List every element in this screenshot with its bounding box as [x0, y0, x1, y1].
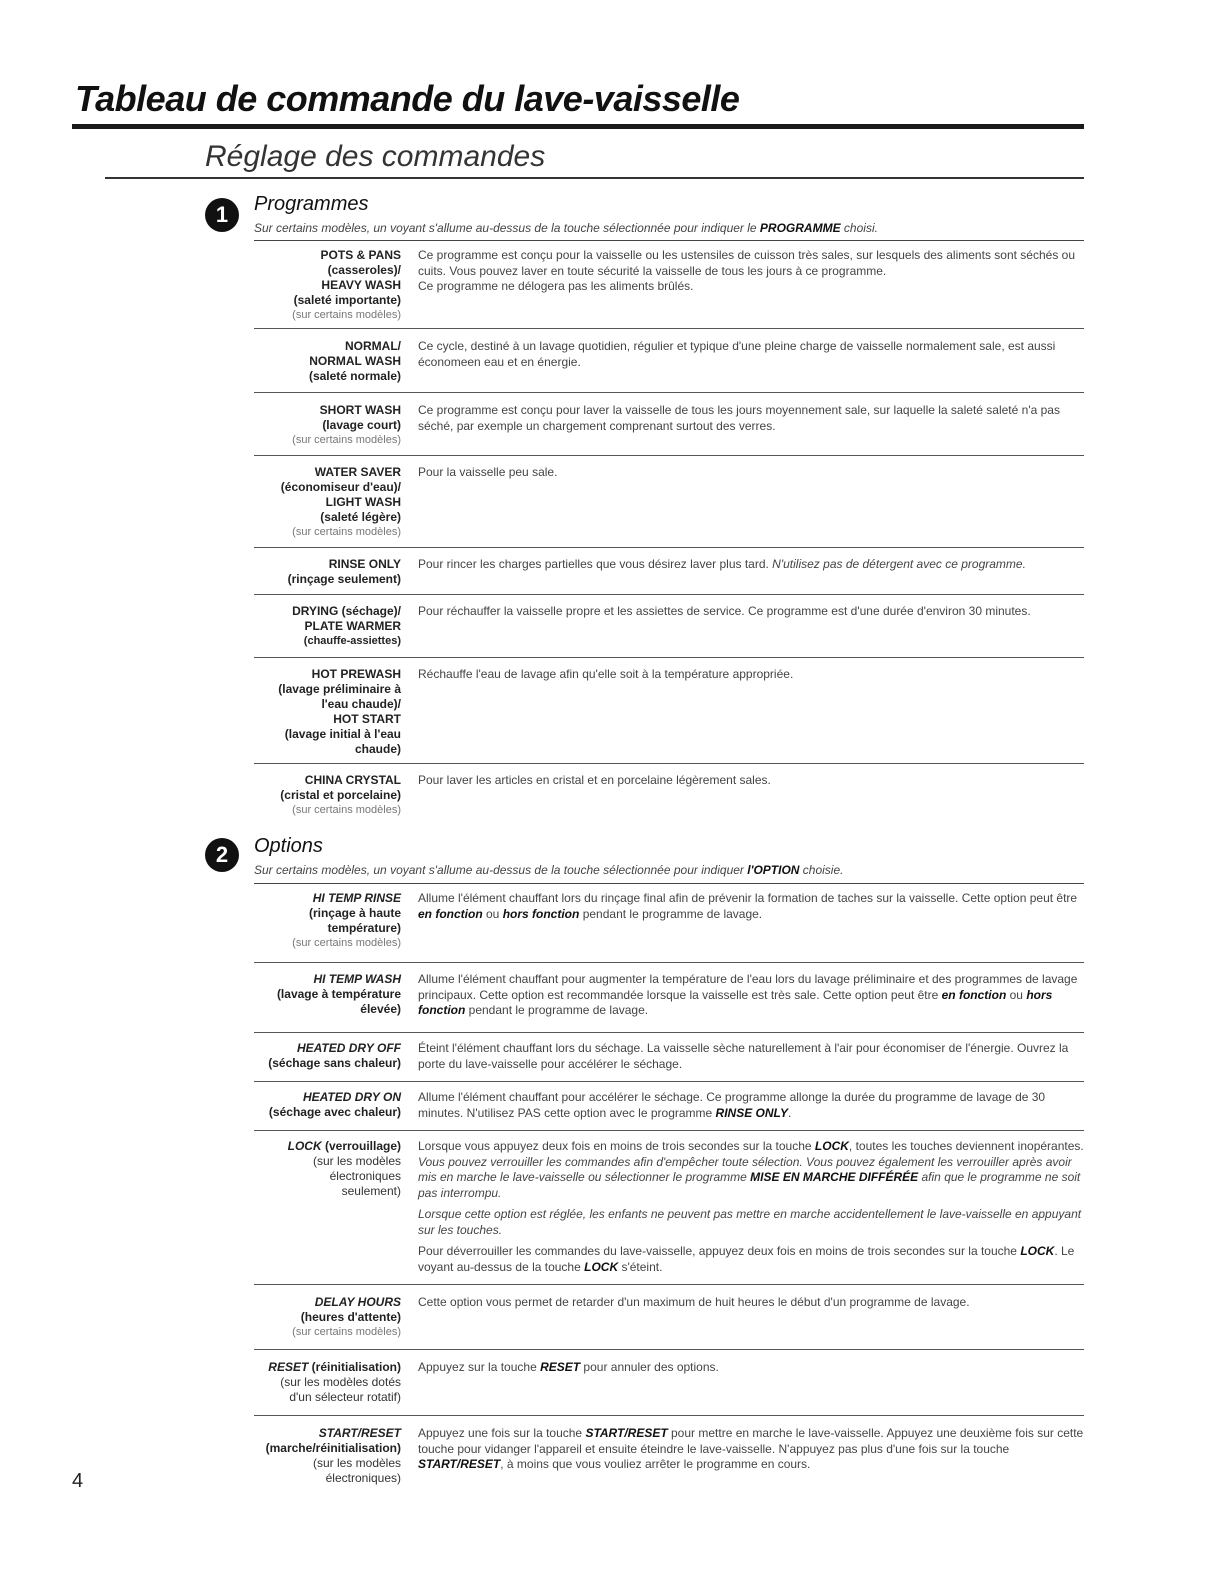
table-row: POTS & PANS (casseroles)/ HEAVY WASH (saleté importante) (sur certains modèles) Ce programme est conçu pour la vaisselle ou les ustensiles de cuisson très sales, sur lesquels des aliments sont séchés ou cuits. Vous pouvez laver en toute sécurité la vaisselle de tous les jours à ce programme. Ce programme ne délogera pas les aliments brûlés.: [292, 248, 1075, 321]
page-number: 4: [72, 1470, 84, 1492]
table-row: HI TEMP WASH (lavage à température élevée) Allume l'élément chauffant pour augmenter la température de l'eau lors du lavage préliminaire et des programmes de lavage principaux. Cette option est recommandée lorsque la vaisselle est très sale. Cette option peut être en fonction ou hors fonction pendant le programme de lavage.: [254, 962, 1084, 1025]
section-number-badge-1: 1: [205, 198, 239, 232]
title-rule: [72, 124, 1084, 129]
table-row: HI TEMP RINSE (rinçage à haute température) (sur certains modèles) Allume l'élément chauffant lors du rinçage final afin de prévenir la formation de taches sur la vaisselle. Cette option peut être en fonction ou hors fonction pendant le programme de lavage.: [292, 891, 1078, 949]
table-row: NORMAL/ NORMAL WASH (saleté normale) Ce cycle, destiné à un lavage quotidien, régulier et typique d'une pleine charge de vaisselle normalement sale, est aussi économeen eau et en énergie.: [254, 328, 1084, 384]
options-heading: Options: [254, 835, 323, 857]
table-row: LOCK (verrouillage) (sur les modèles électroniques seulement) Lorsque vous appuyez deux fois en moins de trois secondes sur la touche LOCK, toutes les touches deviennent inopérantes. Vous pouvez verrouiller les commandes afin d'empêcher toute sélection. Vous pouvez également les verrouiller après avoir mis en marche le lave-vaisselle ou sélectionner le programme MISE EN MARCHE DIFFÉRÉE afin que le programme ne soit pas interrompu. Lorsque cette option est réglée, les enfants ne peuvent pas mettre en marche accidentellement le lave-vaisselle en appuyant sur les touches. Pour déverrouiller les commandes du lave-vaisselle, appuyez deux fois en moins de trois secondes sur la touche LOCK. Le voyant au-dessus de la touche LOCK s'éteint.: [254, 1130, 1084, 1281]
programmes-heading: Programmes: [254, 193, 369, 215]
table-row: SHORT WASH (lavage court) (sur certains modèles) Ce programme est conçu pour laver la vaisselle de tous les jours moyennement sale, sur laquelle la saleté saleté n'a pas séché, par exemple un chargement comprenant surtout des verres.: [254, 392, 1084, 448]
table-row: START/RESET (marche/réinitialisation) (sur les modèles électroniques) Appuyez une fois sur la touche START/RESET pour mettre en marche le lave-vaisselle. Appuyez une deuxième fois sur cette touche pour vidanger l'appareil et ensuite éteindre le lave-vaisselle. N'appuyez pas plus d'une fois sur la touche START/RESET, à moins que vous vouliez arrêter le programme en cours.: [254, 1415, 1084, 1486]
table-row: DELAY HOURS (heures d'attente) (sur certains modèles) Cette option vous permet de retarder d'un maximum de huit heures le début d'un programme de lavage.: [254, 1284, 1084, 1340]
page-title: Tableau de commande du lave-vaisselle: [75, 78, 740, 119]
section-number-badge-2: 2: [205, 838, 239, 872]
table-row: RESET (réinitialisation) (sur les modèles dotés d'un sélecteur rotatif) Appuyez sur la touche RESET pour annuler des options.: [254, 1349, 1084, 1405]
programmes-intro: Sur certains modèles, un voyant s'allume au-dessus de la touche sélectionnée pour indiquer le PROGRAMME choisi.: [254, 221, 878, 235]
table-row: HEATED DRY OFF (séchage sans chaleur) Éteint l'élément chauffant lors du séchage. La vaisselle sèche naturellement à l'air pour économiser de l'énergie. Ouvrez la porte du lave-vaisselle pour accélérer le séchage.: [254, 1032, 1084, 1078]
table-row: HEATED DRY ON (séchage avec chaleur) Allume l'élément chauffant pour accélérer le séchage. Ce programme allonge la durée du programme de lavage de 30 minutes. N'utilisez PAS cette option avec le programme RINSE ONLY.: [254, 1081, 1084, 1127]
table-row: CHINA CRYSTAL (cristal et porcelaine) (sur certains modèles) Pour laver les articles en cristal et en porcelaine légèrement sales.: [254, 763, 1084, 818]
table-row: HOT PREWASH (lavage préliminaire à l'eau chaude)/ HOT START (lavage initial à l'eau chaude) Réchauffe l'eau de lavage afin qu'elle soit à la température appropriée.: [254, 657, 1084, 757]
options-intro: Sur certains modèles, un voyant s'allume au-dessus de la touche sélectionnée pour indiquer l'OPTION choisie.: [254, 863, 844, 877]
subtitle-rule: [105, 177, 1084, 179]
table-row: WATER SAVER (économiseur d'eau)/ LIGHT WASH (saleté légère) (sur certains modèles) Pour la vaisselle peu sale.: [254, 455, 1084, 540]
table-row: RINSE ONLY (rinçage seulement) Pour rincer les charges partielles que vous désirez laver plus tard. N'utilisez pas de détergent avec ce programme.: [254, 547, 1084, 587]
section-subtitle: Réglage des commandes: [205, 140, 546, 173]
table-row: DRYING (séchage)/ PLATE WARMER (chauffe-assiettes) Pour réchauffer la vaisselle propre et les assiettes de service. Ce programme est d'une durée d'environ 30 minutes.: [254, 594, 1084, 649]
